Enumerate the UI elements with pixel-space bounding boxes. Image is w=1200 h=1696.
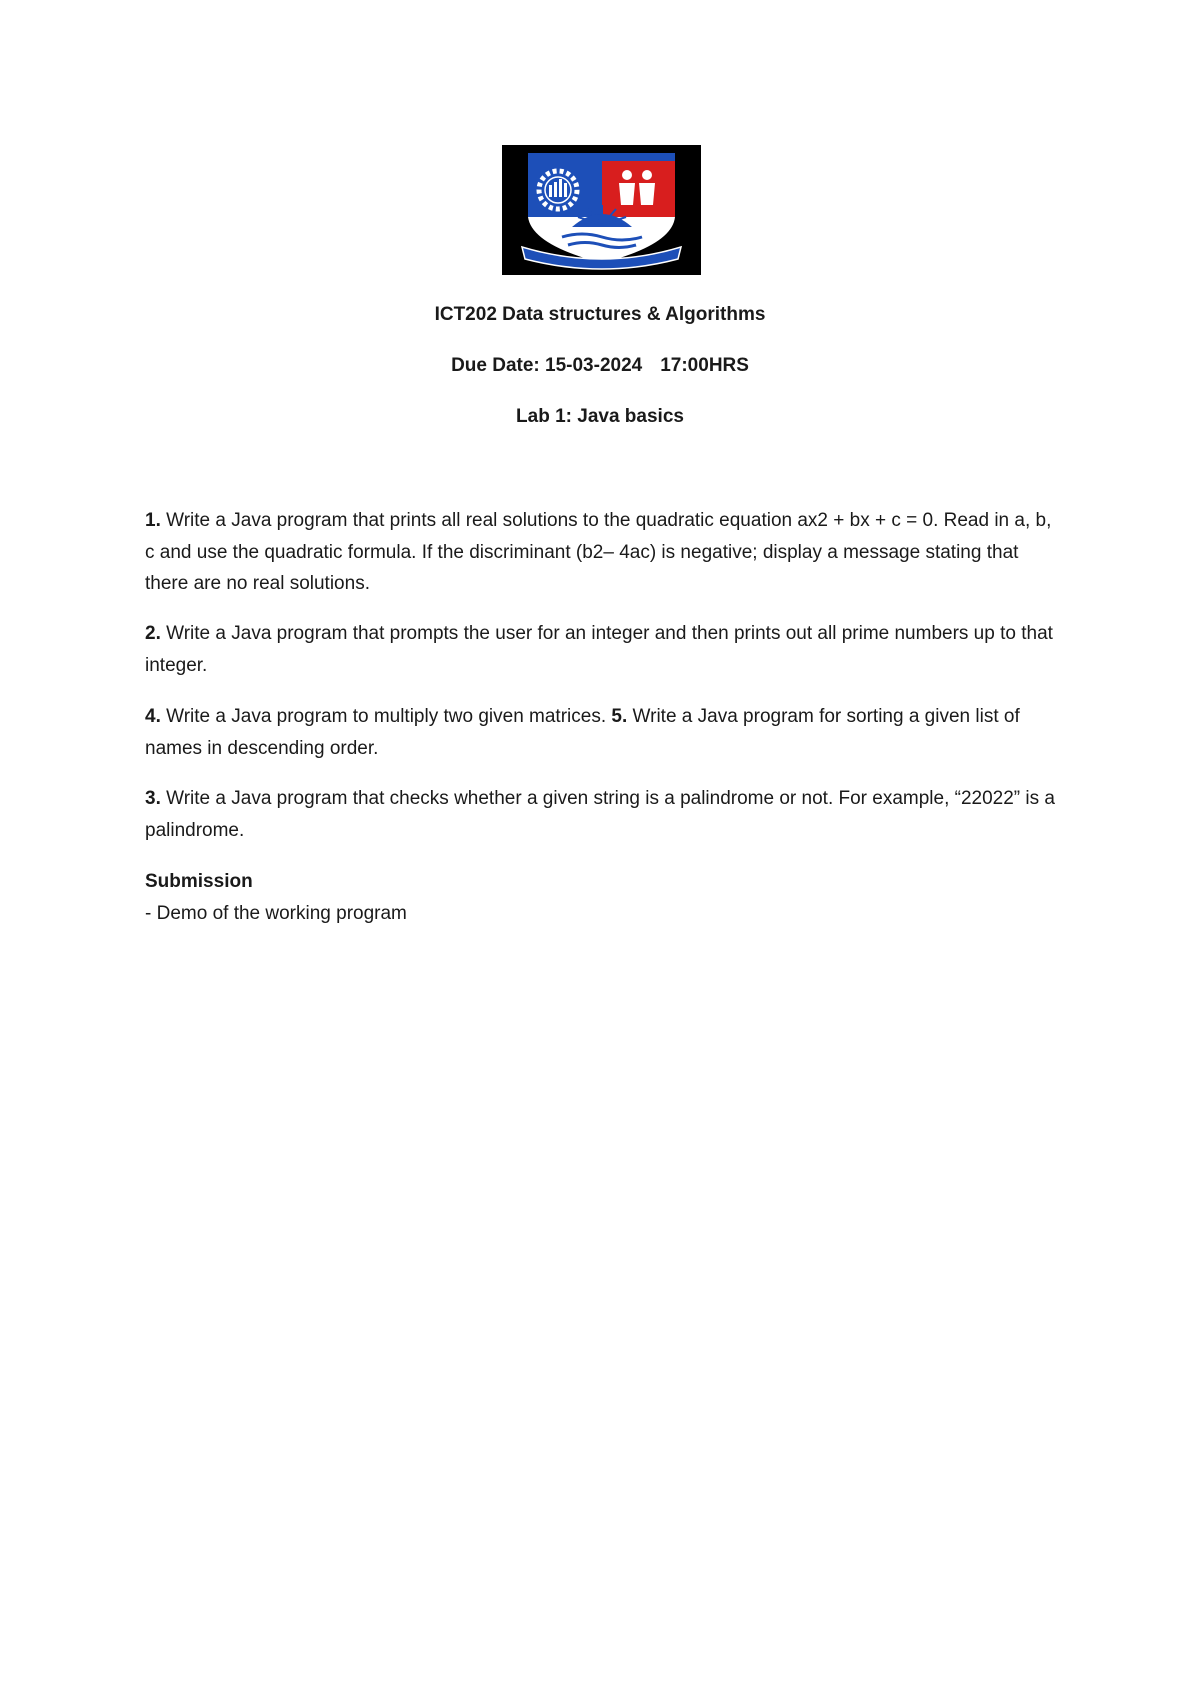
question-number: 1. (145, 510, 161, 531)
question-text: Write a Java program to multiply two given matrices. (166, 706, 607, 727)
question-text: Write a Java program for sorting a given list of names in descending order. (145, 706, 1020, 759)
question-1 (145, 505, 1065, 600)
due-date (0, 354, 1200, 378)
submission-title: Submission (145, 871, 253, 892)
question-text: Write a Java program that checks whether a given string is a palindrome or not. For example, “22022” is a palindrome. (145, 788, 1055, 841)
question-number: 5. (611, 706, 628, 727)
question-2 (145, 618, 1065, 681)
due-date-label: Due Date: 15-03-2024 (451, 355, 643, 376)
university-logo (502, 145, 701, 275)
lab-title: Lab 1: Java basics (516, 406, 684, 427)
course-title: ICT202 Data structures & Algorithms (434, 304, 766, 325)
question-number: 2. (145, 623, 161, 644)
question-text: Write a Java program that prompts the user for an integer and then prints out all prime numbers up to that integer. (145, 623, 1053, 676)
question-3 (145, 783, 1065, 846)
question-number: 4. (145, 706, 161, 727)
question-4-5 (145, 701, 1065, 764)
question-number: 3. (145, 788, 161, 809)
question-text: Write a Java program that prints all real solutions to the quadratic equation ax2 + bx + c = 0. Read in a, b, c and use the quadratic formula. If the discriminant (b2– 4ac) is negative; display a message stating that there are no real solutions. (145, 510, 1052, 594)
due-time: 17:00HRS (660, 355, 749, 376)
submission-item: - Demo of the working program (145, 903, 407, 924)
